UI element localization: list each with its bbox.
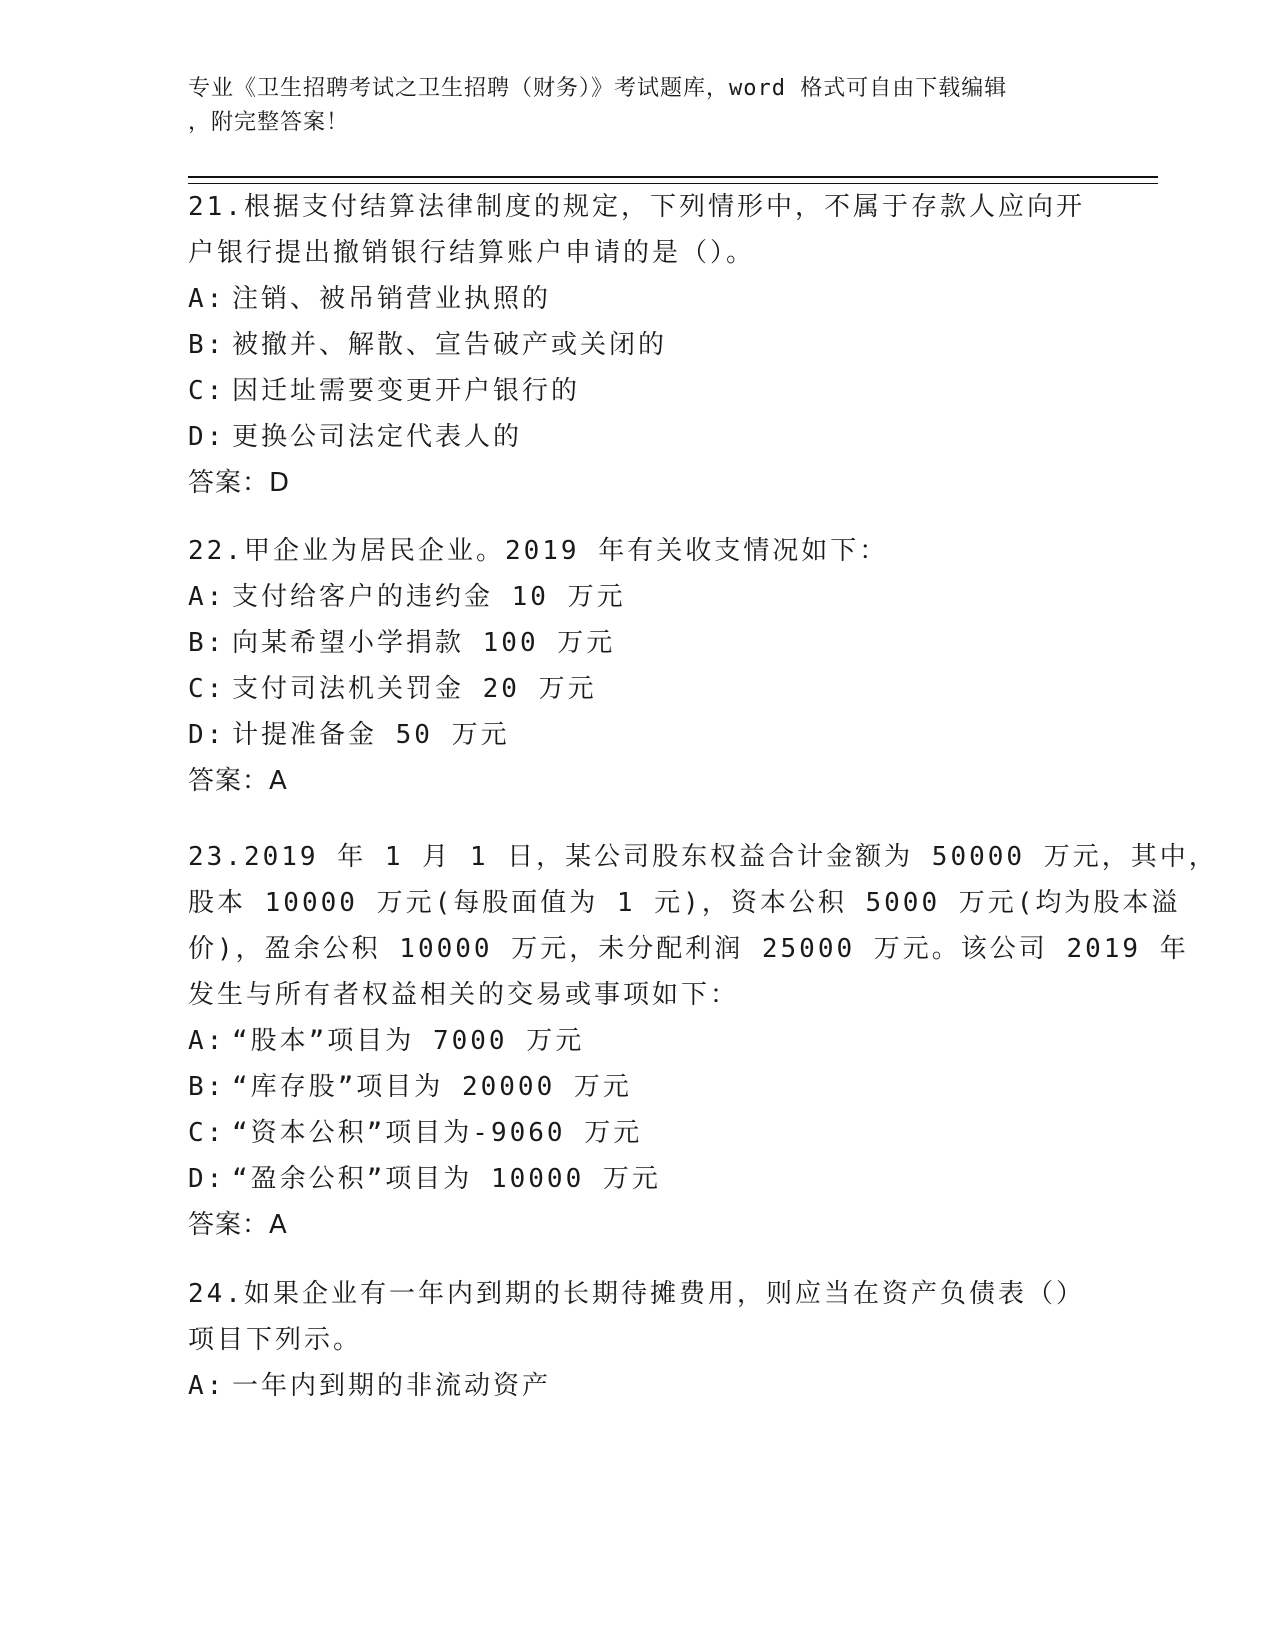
option-letter: B: xyxy=(188,330,226,360)
header-line: 专业《卫生招聘考试之卫生招聘（财务）》考试题库，word 格式可自由下载编辑 xyxy=(188,76,1008,101)
option-letter: C: xyxy=(188,376,226,406)
question-stem: 21.根据支付结算法律制度的规定，下列情形中，不属于存款人应向开 xyxy=(188,192,1085,222)
question-stem: 户银行提出撤销银行结算账户申请的是（）。 xyxy=(188,238,756,268)
question-24 xyxy=(188,1271,1088,1409)
answer-label: 答案：D xyxy=(188,468,291,498)
option-a xyxy=(188,276,1088,322)
header-line: ，附完整答案！ xyxy=(188,110,350,135)
option-a xyxy=(188,1018,1088,1064)
option-letter: D: xyxy=(188,1164,226,1194)
option-text: 支付给客户的违约金 10 万元 xyxy=(232,582,626,612)
question-stem: 23.2019 年 1 月 1 日，某公司股东权益合计金额为 50000 万元，其中， xyxy=(188,842,1218,872)
option-letter: A: xyxy=(188,1371,226,1401)
option-letter: C: xyxy=(188,674,226,704)
header-divider-thick xyxy=(188,176,1158,178)
option-b xyxy=(188,322,1088,368)
option-text: 更换公司法定代表人的 xyxy=(232,422,523,452)
option-a xyxy=(188,1363,1088,1409)
option-text: “盈余公积”项目为 10000 万元 xyxy=(232,1164,661,1194)
option-a xyxy=(188,574,1088,620)
document-header xyxy=(188,72,1088,140)
option-letter: C: xyxy=(188,1118,226,1148)
question-23 xyxy=(188,834,1218,1248)
option-letter: B: xyxy=(188,628,226,658)
question-stem: 价)，盈余公积 10000 万元，未分配利润 25000 万元。该公司 2019 年 xyxy=(188,934,1189,964)
question-stem: 股本 10000 万元(每股面值为 1 元)，资本公积 5000 万元(均为股本溢 xyxy=(188,888,1181,918)
option-d xyxy=(188,1156,1088,1202)
option-d xyxy=(188,712,1088,758)
option-text: “资本公积”项目为-9060 万元 xyxy=(232,1118,643,1148)
option-text: 因迁址需要变更开户银行的 xyxy=(232,376,581,406)
question-21 xyxy=(188,184,1088,506)
question-stem: 24.如果企业有一年内到期的长期待摊费用，则应当在资产负债表（） xyxy=(188,1279,1085,1309)
option-text: 被撤并、解散、宣告破产或关闭的 xyxy=(232,330,668,360)
option-c xyxy=(188,666,1088,712)
option-letter: B: xyxy=(188,1072,226,1102)
option-d xyxy=(188,414,1088,460)
option-letter: A: xyxy=(188,284,226,314)
option-text: 一年内到期的非流动资产 xyxy=(232,1371,552,1401)
question-22 xyxy=(188,528,1088,804)
option-text: 计提准备金 50 万元 xyxy=(232,720,510,750)
option-b xyxy=(188,620,1088,666)
option-letter: D: xyxy=(188,422,226,452)
option-letter: A: xyxy=(188,1026,226,1056)
option-letter: A: xyxy=(188,582,226,612)
option-b xyxy=(188,1064,1088,1110)
answer-label: 答案：A xyxy=(188,1210,288,1240)
option-text: 向某希望小学捐款 100 万元 xyxy=(232,628,616,658)
option-text: 支付司法机关罚金 20 万元 xyxy=(232,674,597,704)
option-text: “库存股”项目为 20000 万元 xyxy=(232,1072,632,1102)
question-stem: 发生与所有者权益相关的交易或事项如下： xyxy=(188,980,740,1010)
question-stem: 22.甲企业为居民企业。2019 年有关收支情况如下： xyxy=(188,536,889,566)
question-stem: 项目下列示。 xyxy=(188,1325,363,1355)
option-text: “股本”项目为 7000 万元 xyxy=(232,1026,585,1056)
answer-label: 答案：A xyxy=(188,766,288,796)
option-letter: D: xyxy=(188,720,226,750)
option-c xyxy=(188,368,1088,414)
option-c xyxy=(188,1110,1088,1156)
option-text: 注销、被吊销营业执照的 xyxy=(232,284,552,314)
